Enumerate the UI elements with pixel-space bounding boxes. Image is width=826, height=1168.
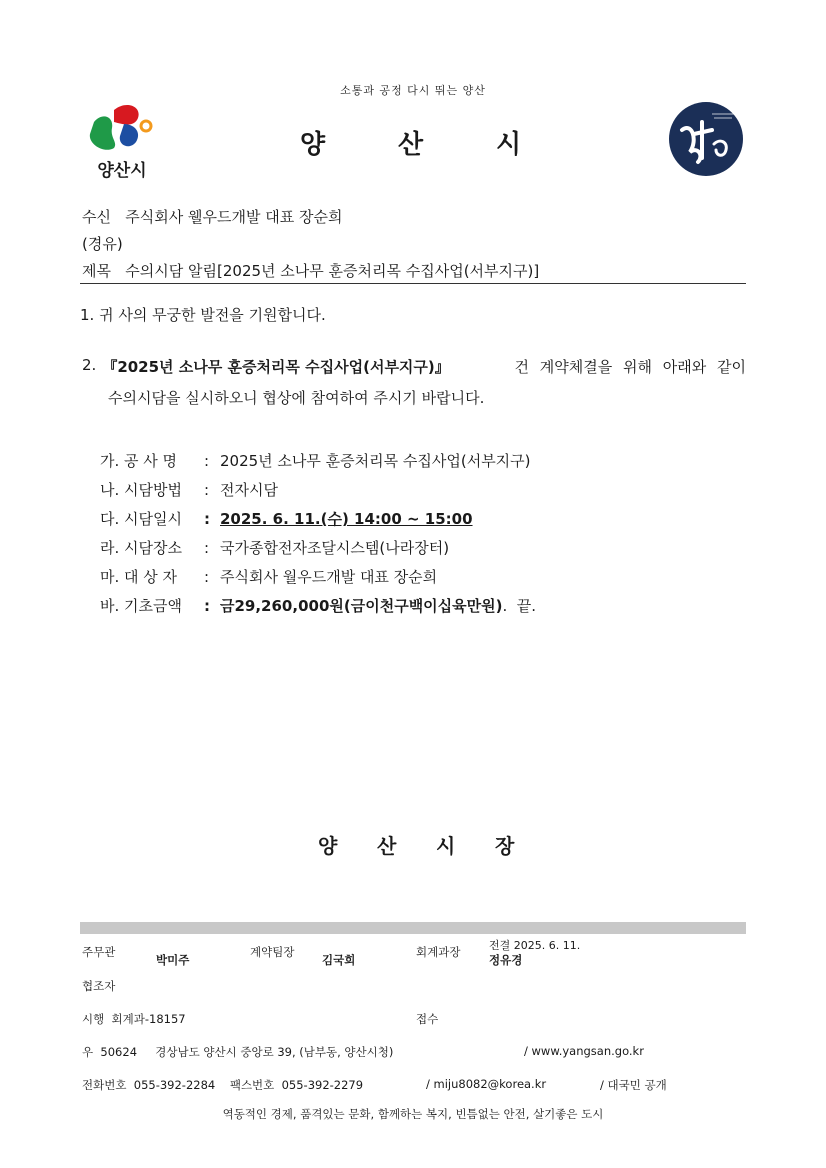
footer-divider — [80, 922, 746, 934]
city-motto: 역동적인 경제, 품격있는 문화, 함께하는 복지, 빈틈없는 안전, 살기좋은 도시 — [222, 1107, 604, 1121]
approval-date: 전결 2025. 6. 11. — [489, 939, 581, 952]
title-char: 시 — [496, 130, 522, 160]
postal-label: 우 — [82, 1045, 94, 1059]
item-value: 금29,260,000원(금이천구백이십육만원) — [220, 597, 503, 615]
to-label: 수신 — [82, 208, 111, 226]
signature-char: 산 — [377, 834, 397, 858]
paragraph-1: 1. 귀 사의 무궁한 발전을 기원합니다. — [80, 306, 326, 324]
issuer-signature — [318, 830, 554, 859]
item-value: 2025. 6. 11.(수) 14:00 ~ 15:00 — [220, 510, 473, 528]
paragraph-2-line-2: 수의시담을 실시하오니 협상에 참여하여 주시기 바랍니다. — [108, 389, 485, 407]
item-base-amount: 바. 기초금액 : 금29,260,000원(금이천구백이십육만원). 끝. — [100, 597, 537, 615]
paragraph-2-number: 2. — [82, 356, 97, 374]
item-target: 마. 대 상 자 : 주식회사 월우드개발 대표 장순희 — [100, 568, 438, 586]
address-line — [82, 1044, 393, 1060]
execution-label: 시행 — [82, 1012, 105, 1026]
signature-char: 양 — [318, 834, 338, 858]
item-project-name: 가. 공 사 명 : 2025년 소나무 훈증처리목 수집사업(서부지구) — [100, 452, 531, 470]
team-lead-label: 계약팀장 — [250, 945, 295, 959]
item-method: 나. 시담방법 : 전자시담 — [100, 481, 278, 499]
subject-label: 제목 — [82, 262, 111, 280]
cooperator-label: 협조자 — [82, 979, 116, 993]
item-label: 라. 시담장소 — [100, 539, 182, 557]
fax-label: 팩스번호 — [229, 1078, 275, 1092]
item-value: 국가종합전자조달시스템(나라장터) — [220, 539, 450, 557]
fax-number: 055-392-2279 — [281, 1078, 364, 1092]
item-value: 주식회사 월우드개발 대표 장순희 — [220, 568, 438, 586]
signature-char: 시 — [436, 834, 456, 858]
phone-number: 055-392-2284 — [133, 1078, 216, 1092]
item-label: 마. 대 상 자 — [100, 568, 178, 586]
item-value: 전자시담 — [220, 481, 278, 499]
item-place: 라. 시담장소 : 국가종합전자조달시스템(나라장터) — [100, 539, 450, 557]
website-link[interactable]: / www.yangsan.go.kr — [524, 1044, 644, 1058]
disclosure-status: / 대국민 공개 — [600, 1078, 667, 1092]
paragraph-2-rest: 건 계약체결을 위해 아래와 같이 — [514, 358, 746, 376]
signature-char: 장 — [495, 834, 515, 858]
team-lead-name: 김국희 — [322, 953, 356, 967]
item-label: 나. 시담방법 — [100, 481, 182, 499]
department-head-label: 회계과장 — [416, 945, 461, 959]
subject-value: 수의시담 알림[2025년 소나무 훈증처리목 수집사업(서부지구)] — [125, 262, 540, 280]
execution-line — [82, 1011, 186, 1027]
item-value: 2025년 소나무 훈증처리목 수집사업(서부지구) — [220, 452, 531, 470]
item-label: 가. 공 사 명 — [100, 452, 178, 470]
item-end-mark: . 끝. — [502, 597, 537, 615]
drafter-name: 박미주 — [156, 953, 190, 967]
title-char: 양 — [300, 130, 326, 160]
item-label: 다. 시담일시 — [100, 510, 182, 528]
drafter-label: 주무관 — [82, 945, 116, 959]
item-label: 바. 기초금액 — [100, 597, 182, 615]
contact-line — [82, 1077, 363, 1093]
recipient-line — [82, 206, 342, 227]
organization-title — [300, 124, 521, 161]
item-datetime: 다. 시담일시 : 2025. 6. 11.(수) 14:00 ~ 15:00 — [100, 510, 473, 528]
receipt-label: 접수 — [416, 1012, 439, 1026]
yangsan-city-logo — [84, 102, 160, 180]
city-brand-emblem — [668, 100, 744, 178]
execution-number: 회계과-18157 — [111, 1012, 186, 1026]
subject-line — [82, 260, 539, 281]
email-link[interactable]: / miju8082@korea.kr — [426, 1077, 547, 1091]
department-head-name: 정유경 — [489, 953, 523, 967]
header-divider — [80, 283, 746, 284]
project-name: 『2025년 소나무 훈증처리목 수집사업(서부지구)』 — [102, 358, 450, 376]
slogan: 소통과 공정 다시 뛰는 양산 — [340, 84, 486, 97]
address: 경상남도 양산시 중앙로 39, (남부동, 양산시청) — [155, 1045, 394, 1059]
logo-text: 양산시 — [97, 161, 147, 180]
via-line: (경유) — [82, 235, 123, 253]
paragraph-2 — [82, 356, 746, 408]
title-char: 산 — [398, 130, 424, 160]
postal-code: 50624 — [100, 1045, 138, 1059]
to-value: 주식회사 웰우드개발 대표 장순희 — [125, 208, 343, 226]
phone-label: 전화번호 — [82, 1078, 127, 1092]
